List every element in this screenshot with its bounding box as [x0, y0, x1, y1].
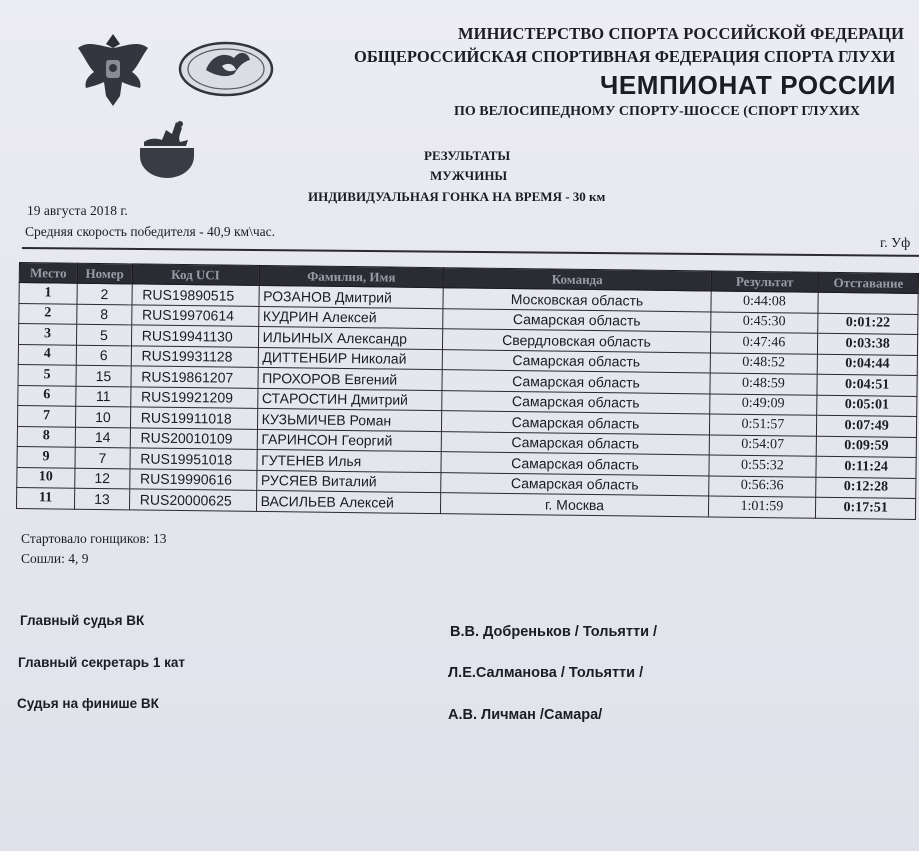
cell-result: 0:49:09 [709, 393, 817, 415]
cell-uci: RUS19990616 [129, 468, 256, 490]
cell-team: Московская область [443, 288, 710, 312]
cell-number: 14 [75, 427, 130, 448]
cell-uci: RUS20000625 [129, 489, 256, 511]
event-title: ИНДИВИДУАЛЬНАЯ ГОНКА НА ВРЕМЯ - 30 км [308, 189, 606, 204]
cell-gap: 0:05:01 [817, 395, 917, 417]
cell-place: 3 [18, 324, 76, 345]
cell-place: 2 [19, 303, 77, 324]
cell-team: Самарская область [442, 390, 709, 414]
col-header-uci: Код UCI [132, 264, 259, 286]
cell-result: 0:48:52 [710, 352, 818, 374]
cell-name: ВАСИЛЬЕВ Алексей [256, 490, 441, 513]
cell-gap: 0:01:22 [818, 313, 918, 335]
city-label: г. Уф [880, 236, 911, 251]
cell-result: 0:44:08 [710, 291, 818, 313]
results-table [16, 262, 919, 519]
col-header-gap: Отставание [818, 272, 918, 293]
cell-uci: RUS19911018 [130, 407, 257, 429]
cell-name: ИЛЬИНЫХ Александр [258, 326, 443, 349]
discipline-title: ПО ВЕЛОСИПЕДНОМУ СПОРТУ-ШОССЕ (СПОРТ ГЛУХИХ [454, 104, 860, 119]
federation-title: ОБЩЕРОССИЙСКАЯ СПОРТИВНАЯ ФЕДЕРАЦИЯ СПОРТА ГЛУХИ [354, 47, 896, 66]
official-role-chief-judge: Главный судья ВК [20, 613, 145, 628]
cell-place: 11 [16, 487, 74, 508]
cell-uci: RUS19921209 [130, 386, 257, 408]
winner-avg-speed: Средняя скорость победителя - 40,9 км\час. [25, 224, 275, 239]
cell-result: 0:48:59 [709, 373, 817, 395]
col-header-place: Место [19, 263, 77, 284]
federation-logo-icon [178, 40, 274, 103]
official-name-finish-judge: А.В. Личман /Самара/ [448, 707, 603, 723]
official-role-chief-secretary: Главный секретарь 1 кат [18, 655, 185, 670]
russian-eagle-emblem-icon [70, 26, 156, 117]
cell-gap: 0:07:49 [817, 415, 917, 437]
cell-gap: 0:11:24 [816, 456, 916, 478]
official-name-chief-secretary: Л.Е.Салманова / Тольятти / [448, 665, 644, 681]
cell-name: ГУТЕНЕВ Илья [257, 449, 442, 472]
started-count: Стартовало гонщиков: 13 [21, 531, 167, 546]
cell-uci: RUS19941130 [131, 325, 258, 347]
cell-place: 5 [18, 364, 76, 385]
cell-place: 9 [17, 446, 75, 467]
cell-gap: 0:04:51 [817, 374, 917, 396]
cell-team: Самарская область [442, 411, 709, 435]
cell-name: РОЗАНОВ Дмитрий [259, 285, 444, 308]
cell-name: КУДРИН Алексей [258, 306, 443, 329]
cell-name: ГАРИНСОН Георгий [257, 429, 442, 452]
gender-label: МУЖЧИНЫ [430, 168, 508, 183]
official-role-finish-judge: Судья на финише ВК [17, 696, 159, 711]
cell-uci: RUS19861207 [131, 366, 258, 388]
event-date: 19 августа 2018 г. [27, 203, 128, 218]
cell-number: 2 [77, 283, 132, 304]
cell-gap: 0:09:59 [816, 436, 916, 458]
cell-name: СТАРОСТИН Дмитрий [257, 388, 442, 411]
championship-title: ЧЕМПИОНАТ РОССИИ [600, 70, 896, 100]
cell-number: 6 [76, 345, 131, 366]
cell-team: Свердловская область [443, 329, 710, 353]
cell-result: 1:01:59 [708, 496, 816, 518]
col-header-number: Номер [77, 263, 132, 284]
cell-team: Самарская область [443, 349, 710, 373]
cell-place: 8 [17, 426, 75, 447]
ufa-city-emblem-icon [136, 112, 198, 185]
cell-place: 6 [18, 385, 76, 406]
cell-place: 4 [18, 344, 76, 365]
cell-number: 10 [75, 406, 130, 427]
cell-name: РУСЯЕВ Виталий [256, 470, 441, 493]
cell-result: 0:45:30 [710, 311, 818, 333]
ministry-title: МИНИСТЕРСТВО СПОРТА РОССИЙСКОЙ ФЕДЕРАЦИ [458, 24, 905, 43]
cell-uci: RUS19890515 [132, 284, 259, 306]
cell-uci: RUS19951018 [130, 448, 257, 470]
cell-name: КУЗЬМИЧЕВ Роман [257, 408, 442, 431]
cell-number: 8 [77, 304, 132, 325]
cell-team: Самарская область [443, 308, 710, 332]
cell-gap: 0:12:28 [816, 477, 916, 499]
cell-name: ДИТТЕНБИР Николай [258, 347, 443, 370]
cell-place: 1 [19, 283, 77, 304]
cell-name: ПРОХОРОВ Евгений [258, 367, 443, 390]
cell-result: 0:47:46 [710, 332, 818, 354]
col-header-result: Результат [711, 271, 819, 292]
cell-team: Самарская область [441, 452, 708, 476]
cell-place: 7 [17, 405, 75, 426]
cell-number: 13 [74, 488, 129, 509]
cell-uci: RUS19931128 [131, 345, 258, 367]
official-name-chief-judge: В.В. Добреньков / Тольятти / [450, 624, 658, 640]
cell-team: Самарская область [442, 370, 709, 394]
cell-number: 7 [75, 447, 130, 468]
header-divider [22, 247, 919, 257]
cell-place: 10 [17, 467, 75, 488]
col-header-name: Фамилия, Имя [259, 265, 444, 287]
cell-result: 0:55:32 [708, 455, 816, 477]
cell-team: Самарская область [441, 472, 708, 496]
cell-gap: 0:03:38 [818, 333, 918, 355]
cell-result: 0:51:57 [709, 414, 817, 436]
cell-team: Самарская область [442, 431, 709, 455]
cell-number: 5 [76, 324, 131, 345]
cell-result: 0:56:36 [708, 475, 816, 497]
cell-number: 12 [75, 468, 130, 489]
dnf-list: Сошли: 4, 9 [21, 551, 89, 566]
results-label: РЕЗУЛЬТАТЫ [424, 148, 511, 163]
cell-team: г. Москва [441, 493, 708, 517]
cell-gap [818, 292, 918, 314]
cell-gap: 0:17:51 [816, 497, 916, 519]
cell-result: 0:54:07 [709, 434, 817, 456]
cell-number: 11 [76, 386, 131, 407]
col-header-team: Команда [444, 268, 711, 291]
cell-uci: RUS20010109 [130, 427, 257, 449]
cell-uci: RUS19970614 [131, 304, 258, 326]
cell-number: 15 [76, 365, 131, 386]
cell-gap: 0:04:44 [817, 354, 917, 376]
